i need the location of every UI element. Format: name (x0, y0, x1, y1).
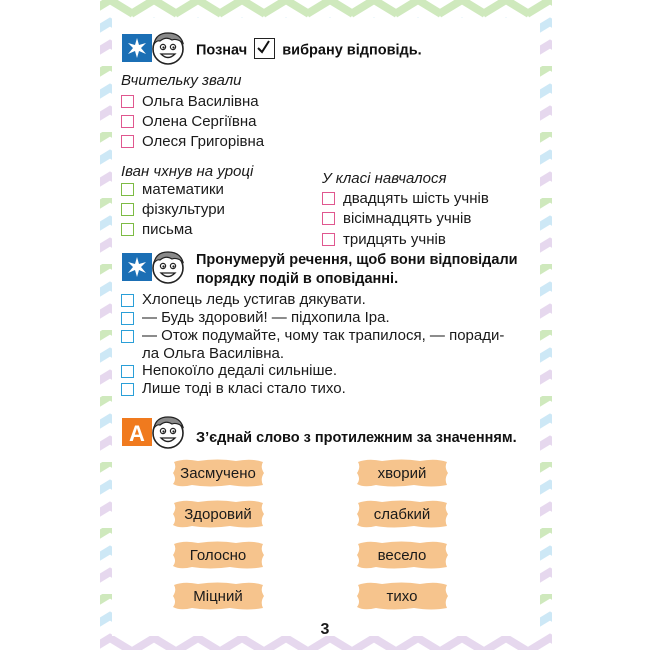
ivan-option-2[interactable] (121, 201, 225, 218)
ivan-question: Іван чхнув на уроці (121, 163, 254, 180)
word-label: Здоровий (184, 505, 252, 523)
word-tag-left-1[interactable] (170, 457, 266, 489)
teacher-option-1[interactable] (121, 93, 259, 110)
star-boy-icon (122, 30, 186, 66)
option-label: Олена Сергіївна (142, 113, 257, 130)
word-tag-right-2[interactable] (354, 498, 450, 530)
sentence-row-4[interactable] (121, 362, 337, 380)
checkbox[interactable] (121, 115, 134, 128)
checkbox[interactable] (121, 183, 134, 196)
number-box[interactable] (121, 330, 134, 343)
sentence-row-2[interactable] (121, 309, 390, 327)
ivan-option-1[interactable] (121, 181, 224, 198)
number-box[interactable] (121, 294, 134, 307)
checkbox[interactable] (322, 212, 335, 225)
sentence-text: — Отож подумайте, чому так трапилося, — поради- (142, 327, 505, 344)
word-label: Засмучено (180, 464, 256, 482)
task1-title (196, 40, 422, 61)
sentence-continuation: ла Ольга Василівна. (142, 345, 285, 362)
option-label: двадцять шість учнів (343, 190, 489, 207)
task2-title-line1: Пронумеруй речення, щоб вони відповідали (196, 252, 518, 268)
number-box[interactable] (121, 312, 134, 325)
star-boy-icon (122, 249, 186, 285)
sentence-row-1[interactable] (121, 291, 366, 309)
ivan-option-3[interactable] (121, 221, 192, 238)
teacher-option-3[interactable] (121, 133, 264, 150)
word-label: тихо (386, 587, 418, 605)
word-tag-left-4[interactable] (170, 580, 266, 612)
letter-boy-icon (122, 414, 186, 450)
checkbox[interactable] (121, 95, 134, 108)
teacher-option-2[interactable] (121, 113, 256, 130)
class-option-2[interactable] (322, 210, 471, 227)
teacher-question: Вчительку звали (121, 72, 242, 89)
checkbox[interactable] (322, 192, 335, 205)
word-label: Голосно (189, 546, 247, 564)
word-label: Міцний (193, 587, 243, 605)
word-tag-left-3[interactable] (170, 539, 266, 571)
option-label: математики (142, 181, 224, 198)
word-tag-right-3[interactable] (354, 539, 450, 571)
checkbox[interactable] (121, 223, 134, 236)
task1-title-after: вибрану відповідь. (282, 42, 422, 59)
checkbox[interactable] (322, 233, 335, 246)
sentence-text: — Будь здоровий! — підхопила Іра. (142, 309, 390, 326)
checkmark-icon (254, 38, 275, 59)
class-option-1[interactable] (322, 190, 489, 207)
word-label: хворий (377, 464, 427, 482)
option-label: вісімнадцять учнів (343, 210, 472, 227)
sentence-row-5[interactable] (121, 380, 346, 398)
option-label: письма (142, 221, 193, 238)
class-option-3[interactable] (322, 231, 446, 248)
class-question: У класі навчалося (322, 170, 447, 187)
task1-title-before: Познач (196, 42, 248, 59)
option-label: Олеся Григорівна (142, 133, 265, 150)
word-tag-right-4[interactable] (354, 580, 450, 612)
number-box[interactable] (121, 383, 134, 396)
sentence-text: Хлопець ледь устигав дякувати. (142, 291, 366, 308)
option-label: тридцять учнів (343, 231, 446, 248)
word-label: весело (377, 546, 427, 564)
task3-title: З’єднай слово з протилежним за значенням. (196, 430, 517, 446)
sentence-text: Непокоїло дедалі сильніше. (142, 362, 338, 379)
task2-title-line2: порядку подій в оповіданні. (196, 271, 399, 287)
sentence-row-3[interactable] (121, 327, 504, 345)
page-number: 3 (320, 621, 330, 638)
sentence-text: Лише тоді в класі стало тихо. (142, 380, 346, 397)
option-label: фізкультури (142, 201, 225, 218)
word-tag-right-1[interactable] (354, 457, 450, 489)
number-box[interactable] (121, 365, 134, 378)
option-label: Ольга Василівна (142, 93, 259, 110)
checkbox[interactable] (121, 203, 134, 216)
checkbox[interactable] (121, 135, 134, 148)
word-tag-left-2[interactable] (170, 498, 266, 530)
icon-letter: А (129, 421, 145, 446)
word-label: слабкий (373, 505, 431, 523)
